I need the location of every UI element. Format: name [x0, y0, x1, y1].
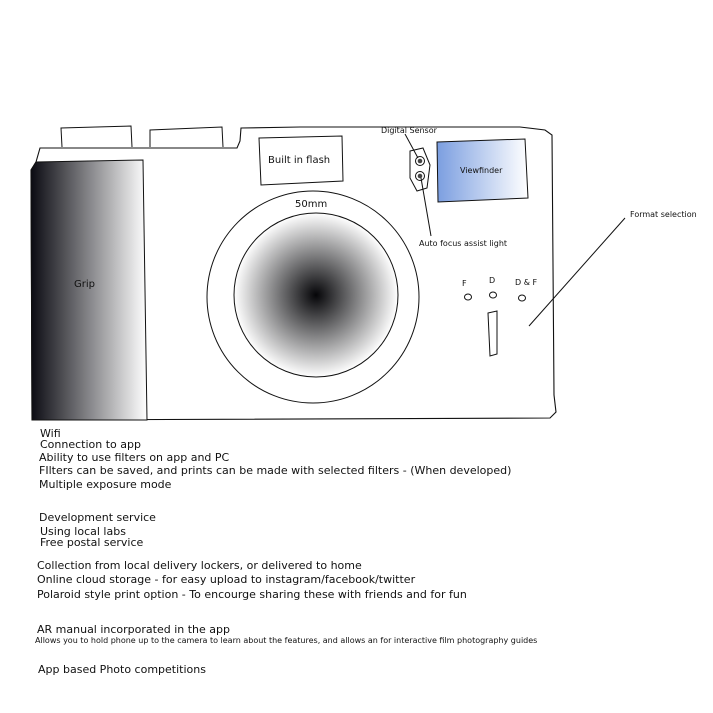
format-f-label: F [462, 279, 467, 288]
format-selector-slider [488, 311, 497, 356]
af-assist-label: Auto focus assist light [419, 239, 508, 248]
feature-ar-description: Allows you to hold phone up to the camera to learn about the features, and allows an for interactive film photography guides [35, 636, 538, 645]
grip [31, 160, 147, 420]
lens-focal-label: 50mm [295, 199, 328, 210]
format-df-indicator [519, 295, 526, 301]
feature-ar-manual: AR manual incorporated in the app [37, 623, 230, 636]
feature-connection-to-app: Connection to app [40, 438, 141, 451]
format-df-label: D & F [515, 278, 538, 287]
feature-cloud-storage: Online cloud storage - for easy upload to instagram/facebook/twitter [37, 573, 416, 586]
feature-free-postal: Free postal service [40, 536, 144, 549]
grip-label: Grip [74, 279, 95, 290]
format-d-label: D [489, 276, 496, 285]
feature-photo-competitions: App based Photo competitions [38, 663, 206, 676]
digital-sensor-dot-inner [418, 159, 423, 164]
feature-collection: Collection from local delivery lockers, or delivered to home [37, 559, 362, 572]
af-assist-light-dot-inner [418, 174, 423, 179]
feature-wifi: Wifi [40, 427, 61, 440]
feature-multiple-exposure: Multiple exposure mode [39, 478, 172, 491]
viewfinder-label: Viewfinder [460, 166, 503, 175]
format-d-indicator [490, 292, 497, 298]
feature-polaroid-print: Polaroid style print option - To encourge sharing these with friends and for fun [37, 588, 467, 601]
feature-filters: Ability to use filters on app and PC [39, 451, 230, 464]
format-f-indicator [465, 294, 472, 300]
digital-sensor-label: Digital Sensor [381, 126, 437, 135]
lens-glass [234, 213, 398, 377]
feature-development-service: Development service [39, 511, 156, 524]
format-selection-label: Format selection [630, 210, 697, 219]
flash-label: Built in flash [268, 155, 331, 166]
top-dial-left [61, 126, 132, 147]
top-dial-right [150, 127, 223, 147]
feature-saved-filters: FIlters can be saved, and prints can be made with selected filters - (When developed) [39, 464, 512, 477]
feature-local-labs: Using local labs [40, 525, 126, 538]
